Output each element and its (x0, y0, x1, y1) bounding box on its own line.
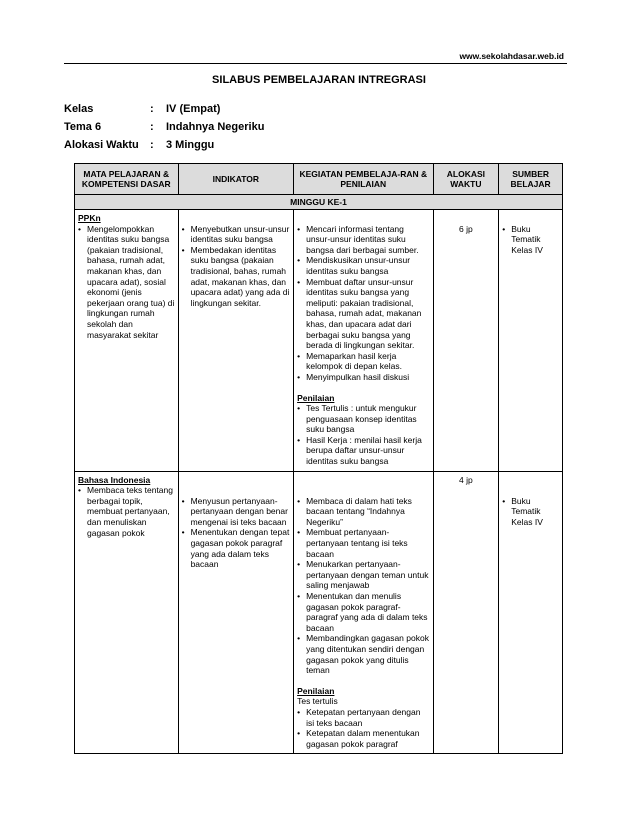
list-item: • Mencari informasi tentang unsur-unsur identitas suku bangsa dari berbagai sumber. (297, 224, 429, 256)
list-item: • Ketepatan dalam menentukan gagasan pokok paragraf (297, 728, 429, 749)
header-cell-sumber: SUMBER BELAJAR (510, 169, 551, 189)
header-cell-indikator: INDIKATOR (179, 164, 295, 194)
list-item: • Membaca di dalam hati teks bacaan tentang “Indahnya Negeriku” (297, 496, 429, 528)
list-item: • Menyebutkan unsur-unsur identitas suku bangsa (182, 224, 291, 245)
penilaian-intro: Tes tertulis (297, 696, 338, 707)
list-item: • Menukarkan pertanyaan-pertanyaan dengan teman untuk saling menjawab (297, 559, 429, 591)
meta-row-tema (64, 118, 264, 136)
meta-value: 3 Minggu (166, 139, 215, 151)
subject-name: PPKn (78, 213, 101, 223)
header-cell-mapel: MATA PELAJARAN & KOMPETENSI DASAR (75, 164, 179, 194)
list-item: • Membaca teks tentang berbagai topik, membuat pertanyaan, dan menuliskan gagasan pokok (78, 485, 175, 538)
list-item: • Membuat pertanyaan-pertanyaan tentang isi teks bacaan (297, 527, 429, 559)
header-cell-kegiatan: KEGIATAN PEMBELAJA-RAN & PENILAIAN (294, 164, 433, 194)
meta-value: Indahnya Negeriku (166, 121, 265, 133)
meta-separator: : (150, 139, 154, 151)
meta-label: Kelas (64, 103, 94, 115)
document-title: SILABUS PEMBELAJARAN INTREGRASI (212, 74, 426, 86)
alokasi-value: 4 jp (459, 474, 473, 485)
list-item: • Membuat daftar unsur-unsur identitas suku bangsa yang meliputi: pakaian tradisional, bahasa, rumah adat, makanan khas, dan upacara adat dari berbagai suku bangsa yang berada di lingkungan sekitar. (297, 277, 429, 351)
subject-name: Bahasa Indonesia (78, 474, 151, 485)
table-row (75, 210, 562, 472)
meta-block (64, 100, 264, 154)
list-item: • Hasil Kerja : menilai hasil kerja berupa daftar unsur-unsur identitas suku bangsa (297, 435, 429, 467)
meta-label: Alokasi Waktu (64, 139, 139, 151)
penilaian-label: Penilaian (297, 392, 335, 403)
list-item: • Menentukan dan menulis gagasan pokok paragraf-paragraf yang ada di dalam teks bacaan (297, 591, 429, 633)
cell-alokasi (434, 472, 500, 754)
list-item: • Memaparkan hasil kerja kelompok di depan kelas. (297, 351, 429, 372)
cell-kegiatan (294, 472, 433, 754)
website-url: www.sekolahdasar.web.id (459, 51, 564, 61)
list-item: • Buku Tematik Kelas IV (502, 496, 559, 528)
meta-label: Tema 6 (64, 121, 102, 133)
week-label: MINGGU KE-1 (75, 195, 562, 210)
syllabus-table (74, 163, 563, 754)
table-header (75, 164, 562, 195)
meta-separator: : (150, 121, 154, 133)
list-item: • Membedakan identitas suku bangsa (pakaian tradisional, bahas, rumah adat, makanan khas, dan upacara adat) yang ada di lingkungan sekitar. (182, 245, 291, 309)
header-rule (64, 63, 567, 64)
list-item: • Ketepatan pertanyaan dengan isi teks bacaan (297, 707, 429, 728)
list-item: • Mendiskusikan unsur-unsur identitas suku bangsa (297, 255, 429, 276)
list-item: • Menyimpulkan hasil diskusi (297, 372, 429, 383)
meta-row-alokasi (64, 136, 264, 154)
header-cell-alokasi: ALOKASI WAKTU (434, 164, 500, 194)
meta-value: IV (Empat) (166, 103, 221, 115)
cell-indikator (179, 472, 295, 754)
list-item: • Mengelompokkan identitas suku bangsa (pakaian tradisional, bahasa, rumah adat, makanan khas, dan upacara adat), sosial ekonomi (jenis pekerjaan orang tua) di lingkungan rumah sekolah dan masyarakat sekitar (78, 224, 175, 341)
cell-indikator (179, 210, 295, 471)
cell-kegiatan (294, 210, 433, 471)
table-row (75, 472, 562, 754)
penilaian-label: Penilaian (297, 685, 335, 696)
cell-sumber (499, 210, 562, 471)
list-item: • Menyusun pertanyaan-pertanyaan dengan benar mengenai isi teks bacaan (182, 496, 291, 528)
list-item: • Tes Tertulis : untuk mengukur penguasaan konsep identitas suku bangsa (297, 403, 429, 435)
meta-row-kelas (64, 100, 264, 118)
cell-sumber (499, 472, 562, 754)
list-item: • Menentukan dengan tepat gagasan pokok paragraf yang ada dalam teks bacaan (182, 527, 291, 569)
cell-kompetensi (75, 472, 179, 754)
list-item: • Buku Tematik Kelas IV (502, 224, 559, 256)
cell-kompetensi (75, 210, 179, 471)
alokasi-value: 6 jp (459, 223, 473, 234)
cell-alokasi (434, 210, 500, 471)
list-item: • Membandingkan gagasan pokok yang ditentukan sendiri dengan gagasan pokok yang ditulis teman (297, 633, 429, 675)
meta-separator: : (150, 103, 154, 115)
